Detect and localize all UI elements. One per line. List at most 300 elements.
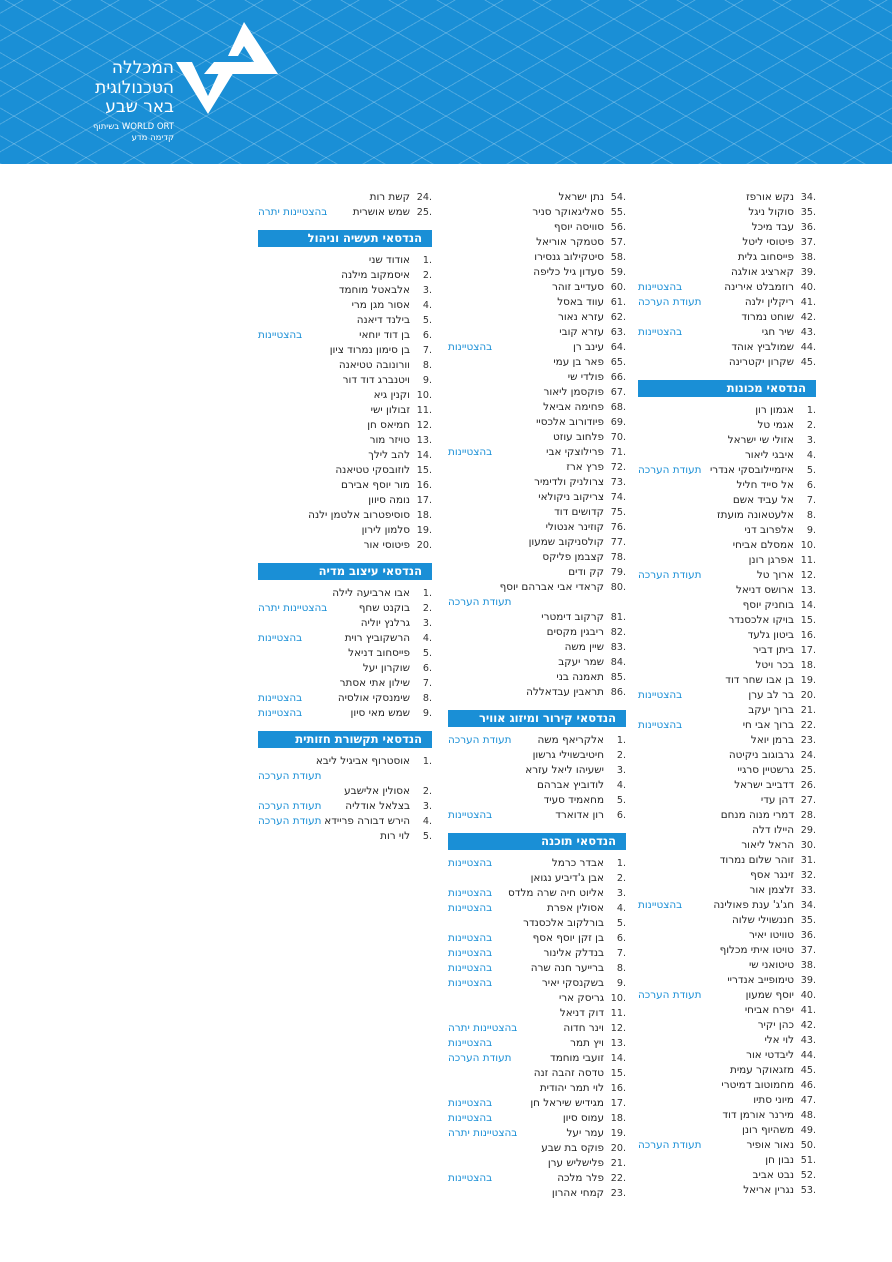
list-item (448, 1006, 626, 1021)
list-item (638, 280, 816, 295)
item-number: 12. (800, 570, 816, 581)
graduate-name: דדבייב ישראל (734, 779, 794, 791)
list-item (448, 946, 626, 961)
graduate-name: פחימה אביאל (543, 401, 604, 413)
item-number: 29. (800, 825, 816, 836)
graduate-name: שמש אושרית (352, 206, 410, 218)
graduate-name: ויטנברג דוד דור (342, 374, 410, 386)
list-item (638, 778, 816, 793)
graduate-name: בשקנסקי יאיר (541, 977, 604, 989)
item-number: 69. (610, 417, 626, 428)
distinction-note: בהצטיינות יתרה (258, 602, 328, 614)
item-number: 11. (416, 405, 432, 416)
list-item (448, 565, 626, 580)
graduate-name: אלעטאונה מועתז (717, 509, 794, 521)
item-number: 34. (800, 192, 816, 203)
item-number: 64. (610, 342, 626, 353)
graduate-name: עבד מיכל (751, 221, 794, 233)
graduate-name: קולסניקוב שמעון (528, 536, 604, 548)
list-item (448, 370, 626, 385)
item-number: 6. (616, 810, 626, 821)
item-number: 19. (610, 1128, 626, 1139)
distinction-note: בהצטיינות (258, 707, 303, 719)
list-item (448, 520, 626, 535)
list-item (448, 1111, 626, 1126)
graduate-name: אבו ארביעה לילה (332, 587, 410, 599)
item-number: 8. (806, 510, 816, 521)
item-number: 38. (800, 252, 816, 263)
item-number: 6. (806, 480, 816, 491)
graduate-name: בן אבו שחר דוד (725, 674, 794, 686)
graduate-name: מגידיש שיראל חן (530, 1097, 604, 1109)
graduate-name: הרשקוביץ רוית (344, 632, 410, 644)
graduate-name: עווד באסל (557, 296, 604, 308)
item-number: 19. (416, 525, 432, 536)
item-number: 80. (610, 582, 626, 593)
distinction-note: תעודת הערכה (638, 464, 702, 476)
graduate-name: איזמיילובסקי אנדרי (709, 464, 794, 476)
graduate-name: אל סייד חליל (736, 479, 794, 491)
graduate-name: אבדר כרמל (551, 857, 604, 869)
graduate-name: עינב רן (573, 341, 604, 353)
graduate-name: מור יוסף אבירם (341, 479, 410, 491)
graduate-name: ביתן דביר (752, 644, 794, 656)
section-heading: הנדסאי קירור ומיזוג אוויר (448, 710, 626, 727)
item-number: 52. (800, 1170, 816, 1181)
item-number: 24. (800, 750, 816, 761)
item-number: 2. (422, 786, 432, 797)
list-item (448, 1156, 626, 1171)
graduate-name: קרקוב דימטרי (541, 611, 604, 623)
list-item (448, 535, 626, 550)
list-item (448, 400, 626, 415)
item-number: 2. (422, 270, 432, 281)
graduate-name: זינגר אסף (750, 869, 794, 881)
item-number: 60. (610, 282, 626, 293)
list-item (638, 355, 816, 370)
list-item (258, 676, 432, 691)
distinction-note: בהצטיינות (448, 902, 493, 914)
list-item (448, 205, 626, 220)
graduate-name: עמוס סיון (562, 1112, 604, 1124)
item-number: 39. (800, 267, 816, 278)
item-number: 3. (616, 888, 626, 899)
distinction-note: בהצטיינות (448, 341, 493, 353)
item-number: 13. (610, 1038, 626, 1049)
item-number: 86. (610, 687, 626, 698)
item-number: 10. (800, 540, 816, 551)
item-number: 5. (616, 795, 626, 806)
list-item (638, 235, 816, 250)
distinction-note: בהצטיינות יתרה (448, 1127, 518, 1139)
item-number: 1. (422, 588, 432, 599)
item-number: 6. (422, 330, 432, 341)
graduate-name: מירנר אורמן דוד (722, 1109, 794, 1121)
item-number: 1. (616, 735, 626, 746)
item-number: 17. (610, 1098, 626, 1109)
item-number: 58. (610, 252, 626, 263)
list-item (448, 325, 626, 340)
item-number: 22. (610, 1173, 626, 1184)
graduate-name: לוי אלי (764, 1034, 794, 1046)
graduate-name: ביטון גלעד (747, 629, 794, 641)
graduate-name: בנדלק אלינור (543, 947, 604, 959)
item-number: 2. (616, 750, 626, 761)
graduate-name: סאליגאוקר סניר (532, 206, 604, 218)
list-item (448, 355, 626, 370)
list-item (448, 1081, 626, 1096)
item-number: 14. (800, 600, 816, 611)
list-item (258, 706, 432, 721)
graduate-name: קק ודים (568, 566, 604, 578)
graduate-name: דמרי מנוה מנחם (720, 809, 794, 821)
list-item (638, 1138, 816, 1153)
header-banner (0, 0, 892, 164)
item-number: 26. (800, 780, 816, 791)
distinction-note: בהצטיינות (448, 947, 493, 959)
graduate-name: אסור מגן מרי (351, 299, 410, 311)
list-item (448, 1141, 626, 1156)
graduate-name: סיטקילוב גנסירו (534, 251, 604, 263)
item-number: 44. (800, 342, 816, 353)
item-number: 21. (610, 1158, 626, 1169)
list-item (638, 823, 816, 838)
list-item (258, 646, 432, 661)
item-number: 21. (800, 705, 816, 716)
item-number: 20. (610, 1143, 626, 1154)
distinction-note: תעודת הערכה (258, 770, 322, 782)
list-item (448, 640, 626, 655)
list-item (448, 445, 626, 460)
list-item (258, 754, 432, 769)
list-item (448, 871, 626, 886)
graduate-name: ריקלין ילנה (744, 296, 794, 308)
list-item (638, 523, 816, 538)
graduate-name: תאמנה בני (556, 671, 604, 683)
graduate-name: אזולי שי ישראל (727, 434, 794, 446)
graduate-name: עזרא נאור (557, 311, 604, 323)
list-item (258, 463, 432, 478)
item-number: 8. (422, 360, 432, 371)
list-item (638, 1018, 816, 1033)
item-number: 40. (800, 990, 816, 1001)
graduate-name: לוי תמר יהודית (539, 1082, 604, 1094)
graduate-name: ויץ תמר (570, 1037, 604, 1049)
item-number: 42. (800, 1020, 816, 1031)
list-item (638, 220, 816, 235)
graduate-name: לודוביץ אברהם (537, 779, 604, 791)
graduate-name: עמר יעל (566, 1127, 604, 1139)
item-number: 13. (800, 585, 816, 596)
graduate-name: נגרין אריאל (743, 1184, 794, 1196)
item-number: 18. (800, 660, 816, 671)
graduate-name: היילו דלה (752, 824, 794, 836)
item-number: 37. (800, 945, 816, 956)
list-item (448, 1096, 626, 1111)
item-number: 41. (800, 297, 816, 308)
college-name-line-3: באר שבע (105, 97, 174, 117)
item-number: 72. (610, 462, 626, 473)
graduate-name: פוקס בת שבע (541, 1142, 604, 1154)
graduate-name: סוקול ניגל (748, 206, 794, 218)
list-item (448, 340, 626, 355)
graduate-name: בן סימון נמרוד ציון (329, 344, 410, 356)
graduate-name: דהן עדי (760, 794, 794, 806)
item-number: 79. (610, 567, 626, 578)
list-item (258, 814, 432, 829)
item-number: 13. (416, 435, 432, 446)
item-number: 4. (422, 816, 432, 827)
distinction-note: בהצטיינות (258, 632, 303, 644)
section-heading: הנדסאי תעשיה וניהול (258, 230, 432, 247)
item-number: 62. (610, 312, 626, 323)
list-item (448, 886, 626, 901)
list-item (638, 688, 816, 703)
item-number: 61. (610, 297, 626, 308)
list-item (258, 343, 432, 358)
distinction-note: בהצטיינות (638, 719, 683, 731)
item-number: 81. (610, 612, 626, 623)
list-item (448, 1051, 626, 1066)
list-item (258, 523, 432, 538)
graduate-name: זועבי מוחמד (550, 1052, 604, 1064)
list-item (638, 403, 816, 418)
graduate-name: שימנסקי אולסיה (337, 692, 410, 704)
item-number: 3. (616, 765, 626, 776)
distinction-note: בהצטיינות (448, 1112, 493, 1124)
list-item (448, 901, 626, 916)
distinction-note: בהצטיינות (638, 899, 683, 911)
list-item (638, 988, 816, 1003)
item-number: 51. (800, 1155, 816, 1166)
item-number: 41. (800, 1005, 816, 1016)
graduate-name: סוויסה יוסף (553, 221, 604, 233)
list-item (638, 1183, 816, 1198)
item-number: 73. (610, 477, 626, 488)
item-number: 3. (806, 435, 816, 446)
list-item (638, 1093, 816, 1108)
item-number: 70. (610, 432, 626, 443)
list-item (448, 961, 626, 976)
graduate-name: מחמוטוב דמיטרי (721, 1079, 794, 1091)
item-number: 46. (800, 1080, 816, 1091)
list-item (638, 508, 816, 523)
item-number: 48. (800, 1110, 816, 1121)
graduate-name: כהן יקיר (757, 1019, 794, 1031)
graduate-name: נתן ישראל (558, 191, 604, 203)
graduate-name: קדושים דוד (554, 506, 604, 518)
list-item (258, 358, 432, 373)
item-number: 1. (616, 858, 626, 869)
partner-line-1: בשיתוף WORLD ORT (92, 121, 174, 132)
item-number: 4. (422, 300, 432, 311)
list-item (448, 430, 626, 445)
partner-text (64, 122, 174, 144)
list-item (638, 325, 816, 340)
graduate-name: טויזר מור (369, 434, 410, 446)
graduate-name: שוחט נמרוד (741, 311, 794, 323)
item-number: 4. (616, 780, 626, 791)
graduates-column-right (638, 190, 816, 1198)
graduate-name: עזרא קובי (559, 326, 604, 338)
item-number: 47. (800, 1095, 816, 1106)
item-number: 17. (800, 645, 816, 656)
list-item (638, 265, 816, 280)
graduate-name: איבגי ליאור (744, 449, 794, 461)
item-number: 2. (806, 420, 816, 431)
list-item (258, 268, 432, 283)
graduate-name: ברוך יעקב (748, 704, 794, 716)
distinction-note: בהצטיינות (448, 1097, 493, 1109)
item-number: 8. (616, 963, 626, 974)
item-number: 8. (422, 693, 432, 704)
item-number: 36. (800, 930, 816, 941)
graduate-name: שמר יעקב (558, 656, 604, 668)
distinction-note: תעודת הערכה (258, 800, 322, 812)
item-number: 36. (800, 222, 816, 233)
item-number: 22. (800, 720, 816, 731)
list-item (448, 655, 626, 670)
item-number: 30. (800, 840, 816, 851)
graduate-name: ישעיהו ליאל עזרא (525, 764, 604, 776)
item-number: 71. (610, 447, 626, 458)
graduate-name: זלצמן אור (749, 884, 794, 896)
item-number: 3. (422, 618, 432, 629)
graduate-name: פאר בן עמי (553, 356, 604, 368)
item-number: 11. (610, 1008, 626, 1019)
list-item-continuation (258, 769, 432, 784)
list-item (258, 388, 432, 403)
list-item (258, 190, 432, 205)
partner-line-2: קדימה מדע (131, 132, 174, 143)
graduate-name: פלר מלכה (557, 1172, 604, 1184)
item-number: 1. (806, 405, 816, 416)
item-number: 3. (422, 801, 432, 812)
item-number: 12. (416, 420, 432, 431)
list-item (638, 733, 816, 748)
graduate-name: אפרגן רונן (748, 554, 794, 566)
graduate-name: טיטואני שי (748, 959, 794, 971)
list-item (638, 1003, 816, 1018)
list-item (638, 418, 816, 433)
graduate-name: קשת רות (369, 191, 410, 203)
item-number: 16. (610, 1083, 626, 1094)
distinction-note: בהצטיינות (448, 1172, 493, 1184)
graduate-name: חננשוילי שלוה (731, 914, 794, 926)
item-number: 7. (422, 345, 432, 356)
distinction-note: תעודת הערכה (638, 296, 702, 308)
item-number: 35. (800, 915, 816, 926)
item-number: 4. (806, 450, 816, 461)
graduate-name: טויטו איתי מכלוף (719, 944, 794, 956)
item-number: 66. (610, 372, 626, 383)
graduate-name: דוק דניאל (559, 1007, 604, 1019)
item-number: 49. (800, 1125, 816, 1136)
distinction-note: בהצטיינות (448, 887, 493, 899)
list-item (258, 616, 432, 631)
graduate-name: צריקוב ניקולאי (538, 491, 604, 503)
item-number: 20. (416, 540, 432, 551)
list-item (258, 508, 432, 523)
list-item (448, 610, 626, 625)
list-item (258, 283, 432, 298)
graduate-name: מיוני סתיו (753, 1094, 794, 1106)
item-number: 5. (422, 831, 432, 842)
list-item (448, 763, 626, 778)
item-number: 67. (610, 387, 626, 398)
list-item (638, 538, 816, 553)
graduate-name: רון אדוארד (555, 809, 604, 821)
distinction-note: תעודת הערכה (448, 1052, 512, 1064)
item-number: 34. (800, 900, 816, 911)
graduate-name: נבון חן (765, 1154, 794, 1166)
list-item (638, 943, 816, 958)
distinction-note: בהצטיינות (448, 1037, 493, 1049)
section-heading: הנדסאי עיצוב מדיה (258, 563, 432, 580)
list-item (448, 580, 626, 595)
graduate-name: אגמון רון (755, 404, 794, 416)
list-item (258, 784, 432, 799)
graduates-column-left (258, 190, 432, 844)
item-number: 18. (610, 1113, 626, 1124)
graduate-name: פייסחוב גלית (737, 251, 794, 263)
section-heading: הנדסאי תקשורת חזותית (258, 731, 432, 748)
item-number: 84. (610, 657, 626, 668)
graduate-name: שיר חגי (761, 326, 794, 338)
list-item (638, 448, 816, 463)
graduate-name: חיטיבשוילי גרשון (532, 749, 604, 761)
item-number: 5. (806, 465, 816, 476)
list-item (448, 685, 626, 700)
graduate-name: גרשטיין סרגיי (737, 764, 794, 776)
item-number: 50. (800, 1140, 816, 1151)
item-number: 23. (800, 735, 816, 746)
list-item (638, 295, 816, 310)
list-item (448, 415, 626, 430)
list-item (448, 778, 626, 793)
distinction-note: בהצטיינות (448, 977, 493, 989)
list-item (638, 1048, 816, 1063)
item-number: 18. (416, 510, 432, 521)
list-item (638, 973, 816, 988)
graduate-name: נבט אביב (752, 1169, 794, 1181)
list-item (448, 295, 626, 310)
list-item (638, 673, 816, 688)
list-item (258, 691, 432, 706)
list-item (638, 433, 816, 448)
graduate-name: אודוד שני (368, 254, 410, 266)
list-item (638, 718, 816, 733)
item-number: 15. (800, 615, 816, 626)
graduate-name: שקרון יקטרינה (728, 356, 794, 368)
item-number: 59. (610, 267, 626, 278)
list-item (638, 838, 816, 853)
list-item (258, 253, 432, 268)
graduate-name: בצלאל אודליה (345, 800, 410, 812)
graduate-name: צרולניק ולדימיר (534, 476, 604, 488)
graduate-name: בורלקוב אלכסנדר (523, 917, 604, 929)
graduate-name: ארוך טל (756, 569, 794, 581)
item-number: 2. (422, 603, 432, 614)
distinction-note: בהצטיינות יתרה (258, 206, 328, 218)
graduate-name: קמחי אהרון (551, 1187, 604, 1199)
item-number: 10. (416, 390, 432, 401)
list-item (258, 205, 432, 220)
list-item (638, 808, 816, 823)
graduate-name: איסמקוב מילנה (341, 269, 410, 281)
college-name-line-2: הטכנולוגית (95, 77, 174, 98)
list-item (448, 505, 626, 520)
